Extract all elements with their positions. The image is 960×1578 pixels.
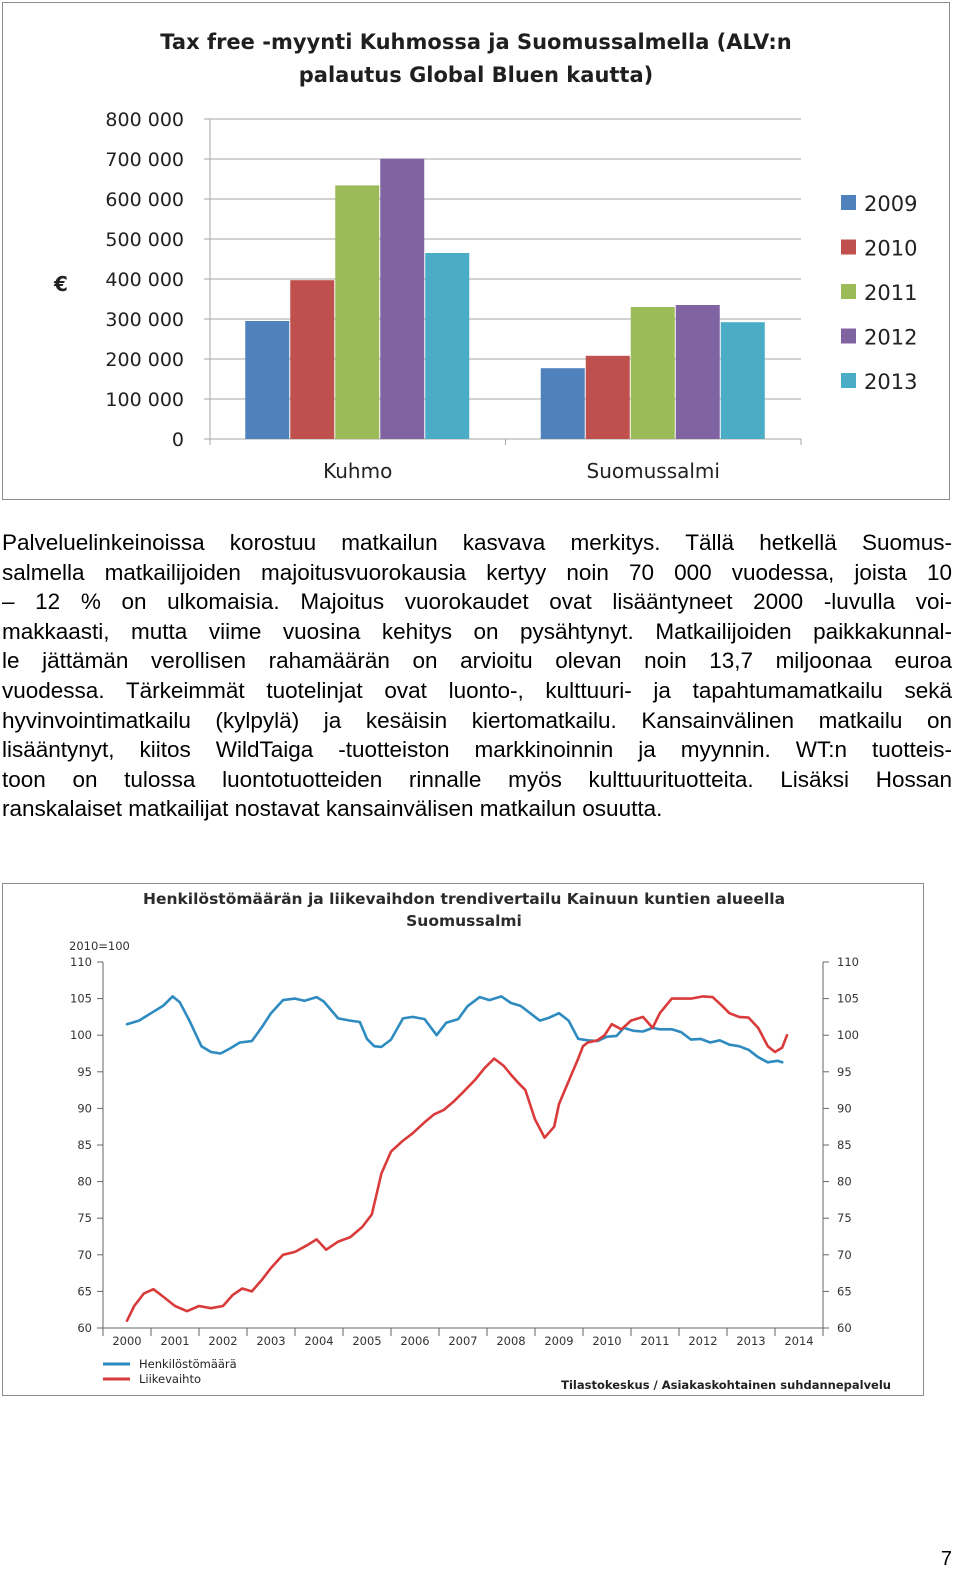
y-tick-label-right: 75: [837, 1211, 852, 1226]
y-tick-label: 200 000: [105, 349, 184, 371]
y-tick-label-left: 80: [77, 1174, 92, 1189]
y-tick-label: 0: [171, 429, 184, 451]
series-line-henkilostomaara: [127, 996, 782, 1062]
x-tick-label: 2001: [160, 1334, 190, 1348]
legend-swatch: [841, 240, 856, 255]
body-paragraph: [2, 528, 952, 824]
x-tick-label: 2008: [496, 1334, 526, 1348]
chart-subtitle: Suomussalmi: [406, 912, 522, 930]
y-tick-label-right: 80: [837, 1174, 852, 1189]
y-axis-label: €: [54, 272, 68, 296]
y-tick-label: 500 000: [105, 229, 184, 251]
y-tick-label-left: 85: [77, 1138, 92, 1152]
bar-kuhmo-2013: [425, 253, 469, 439]
trend-line-chart-svg: [3, 884, 923, 1395]
y-tick-label-right: 65: [837, 1284, 852, 1299]
legend-label: 2009: [864, 192, 918, 216]
x-tick-label: 2010: [592, 1334, 622, 1348]
legend-swatch: [841, 373, 856, 388]
y-tick-label: 300 000: [105, 309, 184, 331]
y-tick-label-left: 105: [70, 991, 92, 1006]
x-tick-label: 2009: [544, 1334, 574, 1348]
legend-swatch: [841, 329, 856, 344]
x-tick-label: 2003: [256, 1334, 286, 1348]
legend-label: Henkilöstömäärä: [139, 1357, 237, 1371]
bar-kuhmo-2011: [335, 185, 379, 439]
y-tick-label-right: 60: [837, 1321, 852, 1335]
body-line: salmella matkailijoiden majoitusvuorokausia kertyy noin 70 000 vuodessa, joista 10: [2, 559, 952, 585]
y-tick-label: 800 000: [105, 109, 184, 131]
y-tick-label: 600 000: [105, 189, 184, 211]
x-category-label: Kuhmo: [323, 459, 393, 483]
y-tick-label-left: 75: [77, 1211, 92, 1226]
bar-suomussalmi-2010: [586, 356, 630, 439]
trend-line-chart: [2, 883, 924, 1396]
legend-swatch: [841, 195, 856, 210]
chart-title: Tax free -myynti Kuhmossa ja Suomussalmella (ALV:n: [160, 30, 792, 54]
y-tick-label-right: 100: [837, 1028, 859, 1043]
legend-label: 2011: [864, 281, 918, 305]
index-note: 2010=100: [69, 939, 130, 953]
legend-label: 2012: [864, 325, 918, 350]
source-note: Tilastokeskus / Asiakaskohtainen suhdannepalvelu: [561, 1378, 891, 1392]
legend-swatch: [841, 284, 856, 299]
legend-label: 2010: [864, 236, 918, 261]
chart-title: Henkilöstömäärän ja liikevaihdon trendivertailu Kainuun kuntien alueella: [142, 890, 786, 908]
x-tick-label: 2006: [400, 1334, 430, 1348]
y-tick-label-left: 65: [77, 1284, 92, 1299]
y-tick-label-right: 85: [837, 1138, 852, 1152]
body-line: toon on tulossa luontotuotteiden rinnalle myös kulttuurituotteita. Lisäksi Hossan: [2, 766, 952, 792]
body-line: vuodessa. Tärkeimmät tuotelinjat ovat luonto-, kulttuuri- ja tapahtumamatkailu sekä: [2, 677, 952, 703]
body-line: Palveluelinkeinoissa korostuu matkailun kasvava merkitys. Tällä hetkellä Suomus-: [2, 530, 952, 555]
y-tick-label: 400 000: [105, 269, 184, 291]
page-number: 7: [940, 1548, 952, 1570]
y-tick-label-left: 90: [77, 1101, 92, 1116]
body-line: lisääntynyt, kiitos WildTaiga -tuotteiston markkinoinnin ja myynnin. WT:n tuotteis-: [2, 737, 952, 763]
chart-title: palautus Global Bluen kautta): [298, 63, 654, 87]
bar-suomussalmi-2009: [541, 368, 585, 439]
bar-suomussalmi-2013: [721, 322, 765, 439]
bar-kuhmo-2010: [290, 280, 334, 439]
tax-free-bar-chart-svg: [3, 3, 949, 499]
body-line: ranskalaiset matkailijat nostavat kansainvälisen matkailun osuutta.: [2, 796, 663, 822]
x-tick-label: 2005: [352, 1334, 382, 1348]
y-tick-label-left: 100: [70, 1028, 92, 1043]
y-tick-label-right: 90: [837, 1101, 852, 1116]
x-tick-label: 2011: [640, 1334, 670, 1348]
tax-free-bar-chart: [2, 2, 950, 500]
y-tick-label-right: 105: [837, 991, 859, 1006]
x-tick-label: 2000: [112, 1334, 142, 1348]
x-category-label: Suomussalmi: [586, 459, 720, 483]
body-line: – 12 % on ulkomaisia. Majoitus vuorokaudet ovat lisääntyneet 2000 -luvulla voi-: [2, 589, 952, 615]
y-tick-label: 100 000: [105, 389, 184, 411]
legend-label: 2013: [864, 370, 918, 394]
y-tick-label-left: 110: [70, 955, 92, 969]
bar-suomussalmi-2011: [631, 307, 675, 439]
y-tick-label-right: 95: [837, 1064, 852, 1079]
bar-kuhmo-2012: [380, 159, 424, 439]
body-line: le jättämän verollisen rahamäärän on arvioitu olevan noin 13,7 miljoonaa euroa: [2, 648, 952, 674]
y-tick-label-left: 95: [77, 1064, 92, 1079]
x-tick-label: 2014: [784, 1334, 814, 1348]
y-tick-label-right: 110: [837, 955, 859, 969]
body-line: makkaasti, mutta viime vuosina kehitys on pysähtynyt. Matkailijoiden paikkakunnal-: [2, 618, 952, 644]
x-tick-label: 2007: [448, 1334, 478, 1348]
y-tick-label-left: 70: [77, 1247, 92, 1262]
x-tick-label: 2002: [208, 1334, 238, 1348]
y-tick-label: 700 000: [105, 149, 184, 171]
x-tick-label: 2004: [304, 1334, 334, 1348]
y-tick-label-left: 60: [77, 1321, 92, 1335]
legend-label: Liikevaihto: [139, 1372, 202, 1386]
x-tick-label: 2012: [688, 1334, 718, 1348]
bar-kuhmo-2009: [245, 321, 289, 439]
series-line-liikevaihto: [127, 996, 787, 1320]
x-tick-label: 2013: [736, 1334, 766, 1348]
body-line: hyvinvointimatkailu (kylpylä) ja kesäisin kiertomatkailu. Kansainvälinen matkailu on: [2, 707, 952, 733]
y-tick-label-right: 70: [837, 1247, 852, 1262]
bar-suomussalmi-2012: [676, 305, 720, 439]
